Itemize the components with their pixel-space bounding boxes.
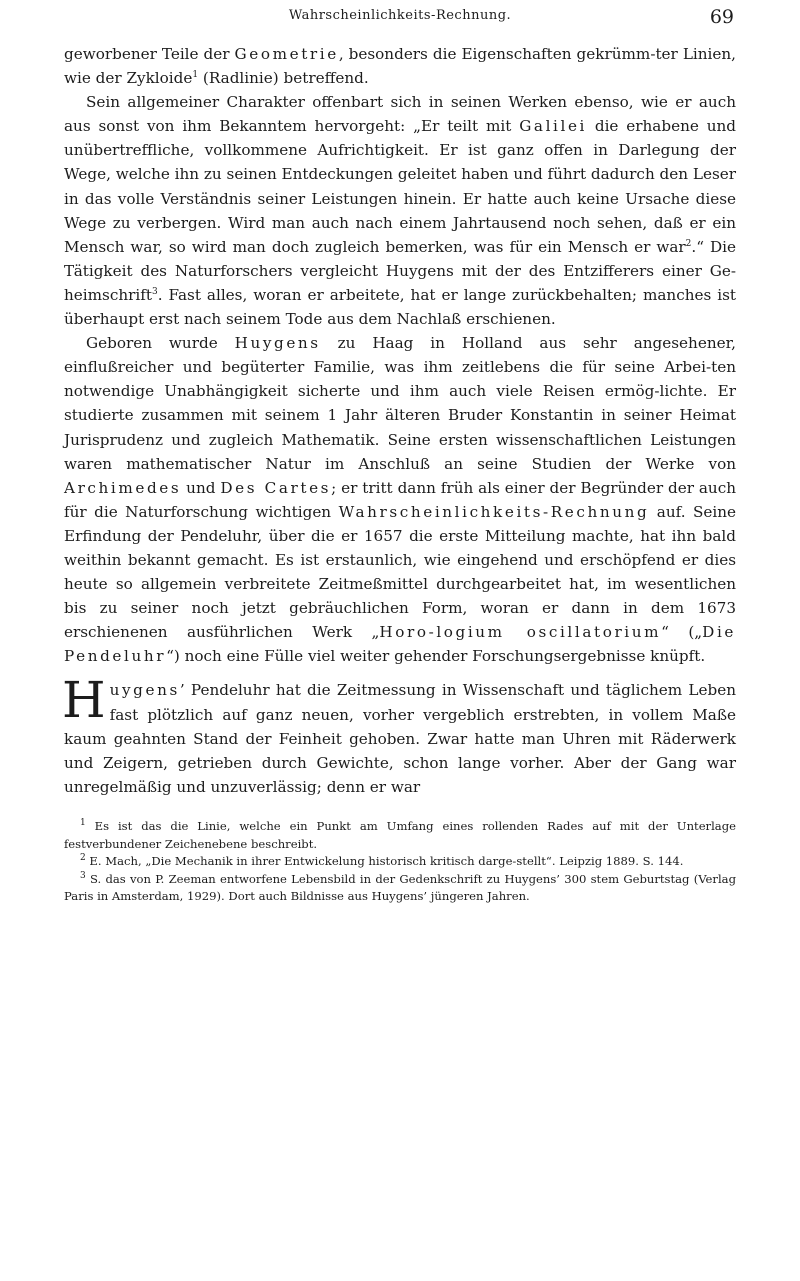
- spaced-name: Des Cartes: [220, 478, 332, 497]
- body-text: [64, 42, 736, 906]
- text-run: und: [181, 478, 221, 497]
- spaced-name: Horo-logium oscillatorium: [379, 623, 662, 642]
- running-title: Wahrscheinlichkeits-Rechnung.: [288, 8, 512, 23]
- text-run: .“ Die Tätigkeit des Naturforschers vergleicht Huygens mit der des Entzifferers einer Ge-heimschrift: [64, 237, 736, 304]
- paragraph-character: [64, 90, 736, 331]
- drop-cap: H: [62, 671, 106, 730]
- text-run: “) noch eine Fülle viel weiter gehender Forschungsergebnisse knüpft.: [166, 647, 706, 666]
- spaced-name: Archimedes: [64, 478, 182, 497]
- paragraph-biography: [64, 331, 736, 668]
- spaced-name: Wahrscheinlichkeits-Rechnung: [338, 502, 650, 521]
- footnote: [64, 871, 736, 906]
- spaced-name: uygens: [109, 681, 180, 700]
- footnote-text: E. Mach, „Die Mechanik in ihrer Entwickelung historisch kritisch darge-stellt“. Leipzig 1889. S. 144.: [85, 854, 684, 869]
- paragraph-continuation: [64, 42, 736, 90]
- footnote-text: Es ist das die Linie, welche ein Punkt am Umfang eines rollenden Rades auf mit der Unterlage festverbundener Zeichenebene beschreibt.: [64, 818, 736, 851]
- text-run: die erhabene und unübertreffliche, vollkommene Aufrichtigkeit. Er ist ganz offen in Darlegung der Wege, welche ihn zu seinen Entdeckungen geleitet haben und führt dadurch den Leser in das volle Verständnis seiner Leistungen hinein. Er hatte auch keine Ursache diese Wege zu verbergen. Wird man auch nach einem Jahrtausend noch sehen, daß er ein Mensch war, so wird man doch zugleich bemerken, was für ein Mensch er war: [64, 117, 736, 256]
- footnote-number: 2: [80, 853, 86, 864]
- spaced-name: Huygens: [234, 334, 321, 353]
- footnote: [64, 853, 736, 871]
- spaced-name: Galilei: [519, 117, 587, 136]
- spaced-name: Die Pendeluhr: [64, 623, 736, 666]
- running-head: [0, 6, 800, 28]
- footnote-rule: [64, 808, 274, 810]
- text-run: geworbener Teile der: [64, 45, 235, 63]
- text-run: “ („: [661, 623, 703, 642]
- page-number: 69: [709, 6, 734, 28]
- text-run: auf. Seine Erfindung der Pendeluhr, über die er 1657 die erste Mitteilung machte, hat ihn bald weithin bekannt gemacht. Es ist erstaunlich, wie eingehend und erschöpfend er dies heute so allgemein verbreitete Zeitmeßmittel durchgearbeitet hat, im wesentlichen bis zu seiner noch jetzt gebräuchlichen Form, woran er dann in dem 1673 erschienenen ausführlichen Werk „: [64, 502, 736, 642]
- text-run: ; er tritt dann früh als einer der Begründer der auch für die Naturforschung wichtigen: [64, 478, 736, 521]
- text-run: . Fast alles, woran er arbeitete, hat er lange zurückbehalten; manches ist überhaupt erst nach seinem Tode aus dem Nachlaß erschienen.: [64, 285, 736, 329]
- footnote-text: S. das von P. Zeeman entworfene Lebensbild in der Gedenkschrift zu Huygens’ 300 stem Geburtstag (Verlag Paris in Amsterdam, 1929). Dort auch Bildnisse aus Huygens’ jüngeren Jahren.: [64, 871, 736, 904]
- text-run: zu Haag in Holland aus sehr angesehener, einflußreicher und begüterter Familie, was ihm zeitlebens die für seine Arbei-ten notwendige Unabhängigkeit sicherte und ihm auch viele Reisen ermög-lichte. Er studierte zusammen mit seinem 1 Jahr älteren Bruder Konstantin in seiner Heimat Jurisprudenz und zugleich Mathematik. Seine ersten wissenschaftlichen Leistungen waren mathematischer Natur im Anschluß an seine Studien der Werke von: [64, 334, 737, 473]
- footnote-marker: 2: [685, 238, 692, 249]
- footnote-number: 1: [80, 818, 86, 829]
- text-run: ’ Pendeluhr hat die Zeitmessung in Wissenschaft und täglichem Leben fast plötzlich auf ganz neuen, vorher vergeblich erstrebten, in vollem Maße kaum geahnten Stand der Feinheit gehoben. Zwar hatte man Uhren mit Räderwerk und Zeigern, getrieben durch Gewichte, schon lange vorher. Aber der Gang war unregelmäßig und unzuverlässig; denn er war: [64, 681, 736, 796]
- footnote-number: 3: [80, 870, 86, 881]
- footnote: [64, 818, 736, 853]
- footnotes: [64, 818, 736, 906]
- paragraph-pendulum: [62, 671, 736, 798]
- text-run: , besonders die Eigenschaften gekrümm-ter Linien, wie der Zykloide: [64, 45, 736, 88]
- text-run: Geboren wurde: [86, 334, 235, 353]
- spaced-name: Geometrie: [234, 45, 339, 63]
- footnote-marker: 3: [151, 286, 158, 297]
- text-run: Sein allgemeiner Charakter offenbart sich in seinen Werken ebenso, wie er auch aus sonst von ihm Bekanntem hervorgeht: „Er teilt mit: [64, 93, 736, 136]
- footnote-marker: 1: [192, 70, 199, 81]
- text-run: (Radlinie) betreffend.: [198, 69, 369, 88]
